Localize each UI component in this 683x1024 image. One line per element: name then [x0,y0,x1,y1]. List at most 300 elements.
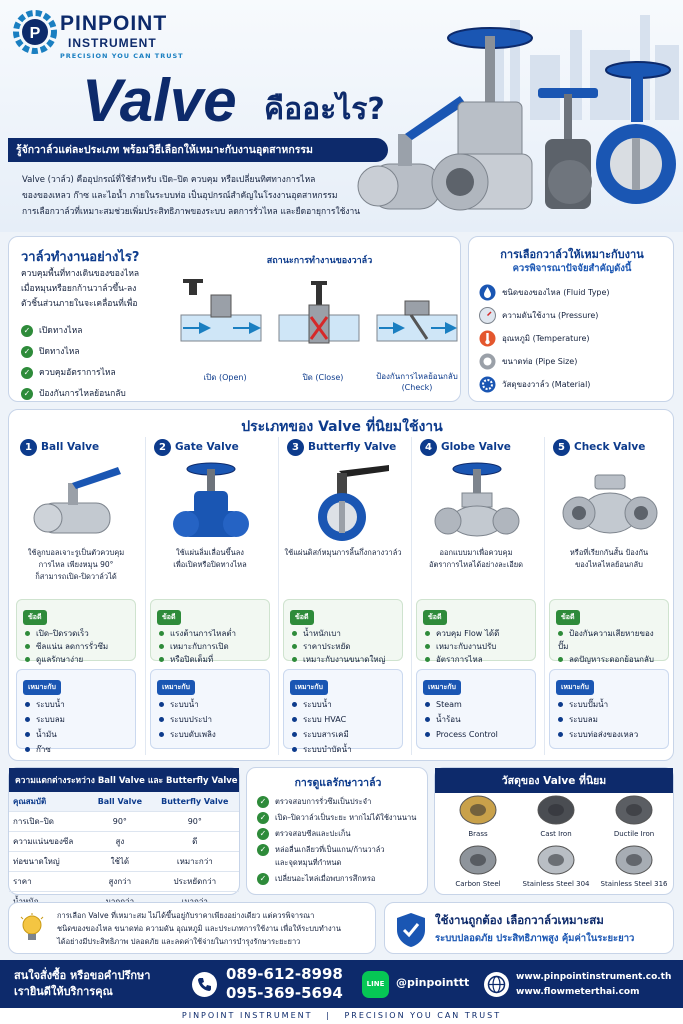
pros-box [549,599,669,664]
care-list [257,794,416,887]
pros-item-label: ราคาประหยัด [303,642,351,651]
uses-box [283,669,403,754]
hero-gate-valve-small [538,88,598,209]
pros-item [159,627,261,640]
uses-box [416,669,536,749]
hero-butterfly-valve [596,62,676,204]
compare-cell: สูงกว่า [89,872,150,892]
contact-bar [0,960,683,1008]
valve-type-desc-line: ใช้แผ่นลิ่มเลื่อนขึ้นลง [176,548,244,557]
uses-list [284,697,402,757]
compare-cell: ใช้ได้ [89,852,150,872]
hero-gate-valve [432,28,532,210]
bullet-icon [292,657,297,662]
care-item-label: เปลี่ยนอะไหล่เมื่อพบการสึกหรอ [275,874,376,883]
pros-item [292,627,394,640]
materials-title: วัสดุของ Valve ที่นิยม [435,768,673,793]
tip-card [8,902,376,954]
phone-number-2[interactable]: 095-369-5694 [226,984,343,1002]
footer-tagline: PINPOINT INSTRUMENT | PRECISION YOU CAN TRUST [0,1008,683,1024]
uses-item [159,697,261,712]
compare-cell: ท่อขนาดใหญ่ [9,852,89,872]
pros-item-label: ควบคุม Flow ได้ดี [436,629,500,638]
pros-tag: ข้อดี [423,610,447,625]
valve-states-diagram [181,273,459,368]
how-desc-line: ควบคุมพื้นที่ทางเดินของของไหล [21,269,140,279]
uses-item-label: ระบบ HVAC [303,715,347,724]
pros-item-label: ป้องกันความเสียหายของปั๊ม [558,629,654,651]
state-open-diagram [181,279,261,341]
gauge-icon [479,307,496,324]
uses-box [549,669,669,749]
gate-valve-illustration [156,461,266,541]
compare-cell: 90° [89,812,150,832]
hero-banner: รู้จักวาล์วแต่ละประเภท พร้อมวิธีเลือกให้เหมาะกับงานอุตสาหกรรม [8,138,388,162]
brand-logo[interactable] [12,9,212,64]
how-list-item [21,384,126,405]
types-title: ประเภทของ Valve ที่นิยมใช้งาน [241,419,443,435]
valve-type-image [156,461,266,545]
pros-item-label: อัตราการไหล [436,655,483,664]
uses-item [25,712,127,727]
uses-item-label: ระบบสารเคมี [303,730,349,739]
check-icon: ✓ [21,346,33,358]
how-title: วาล์วทำงานอย่างไร? [21,250,140,265]
care-item-label: ตรวจสอบซีลและปะเก็น [275,829,351,838]
websites[interactable] [516,970,671,1000]
care-item-label: และจุดหมุนที่กำหนด [275,858,342,867]
uses-item-label: ระบบลม [569,715,598,724]
uses-box [16,669,136,754]
material-item [521,794,591,842]
valve-type-number: 1 [20,439,37,456]
materials-grid [435,790,675,896]
pros-item [159,640,261,653]
bullet-icon [425,732,430,737]
uses-tag: เหมาะกับ [556,680,594,695]
uses-list [151,697,269,742]
line-icon: LINE [362,971,389,998]
pros-item [25,640,127,653]
valve-type-name: Check Valve [574,441,646,453]
bullet-icon [558,657,563,662]
svg-text:P: P [29,25,41,42]
hero-valves-illustration [360,14,680,224]
pros-item-label: แรงต้านการไหลต่ำ [170,629,237,638]
valve-type-number: 3 [287,439,304,456]
valve-type-number: 5 [553,439,570,456]
pros-item-label: ลดปัญหาระดอกย้อนกลับ [569,655,654,664]
uses-item [425,712,527,727]
material-label: Ductile Iron [613,830,655,838]
valve-type-name: Butterfly Valve [308,441,397,453]
contact-cta [14,968,150,1000]
compare-cell: สูง [89,832,150,852]
compare-cell: ประหยัดกว่า [151,872,239,892]
hero-intro [22,172,382,220]
valve-type-name: Ball Valve [41,441,100,453]
choose-item-label: ชนิดของของไหล (Fluid Type) [502,288,610,297]
uses-item-label: ระบบน้ำ [36,700,65,709]
compare-cell: เหมาะกว่า [151,852,239,872]
uses-item-label: Steam [436,700,462,709]
table-row [9,832,239,852]
bullet-icon [159,702,164,707]
how-desc-line: ตัวชิ้นส่วนภายในจะเคลื่อนที่เพื่อ [21,299,138,309]
states-title: สถานะการทำงานของวาล์ว [266,256,373,266]
phone-icon [192,972,217,997]
uses-item [25,742,127,757]
valve-type-image [555,461,665,545]
contact-cta-line: สนใจสั่งซื้อ หรือขอคำปรึกษา [14,969,151,982]
uses-item [292,742,394,757]
valve-type-desc-line: ของไหลไหลย้อนกลับ [575,560,643,569]
care-item-cont [257,855,416,871]
uses-item [159,712,261,727]
pros-box [150,599,270,664]
check-icon: ✓ [257,828,269,840]
compare-card [8,767,240,895]
uses-box [150,669,270,749]
how-item-label: เปิดทางไหล [39,326,83,336]
bullet-icon [159,717,164,722]
slogan-line-2: ระบบปลอดภัย ประสิทธิภาพสูง คุ้มค่าในระยะยาว [435,933,635,944]
care-card [246,767,428,895]
bullet-icon [292,732,297,737]
valve-type-name: Globe Valve [441,441,511,453]
bullet-icon [558,717,563,722]
droplet-icon [479,284,496,301]
uses-item-label: ระบบท่อส่งของเหลว [569,730,639,739]
valve-type-column [278,437,406,755]
pros-item [558,653,660,666]
material-item [443,794,513,842]
uses-item [425,697,527,712]
bullet-icon [25,717,30,722]
choose-item-label: ความดันใช้งาน (Pressure) [502,311,599,320]
bullet-icon [25,732,30,737]
valve-type-name: Gate Valve [175,441,239,453]
phone-number-1[interactable]: 089-612-8998 [226,965,343,983]
material-label: Brass [468,830,488,838]
uses-item [292,727,394,742]
valve-type-desc-line: ใช้แผ่นดิสก์หมุนการลิ้นกึ่งกลางวาล์ว [284,548,402,557]
shield-check-icon [395,912,427,948]
valve-type-image [422,461,532,545]
gear-logo-icon [12,9,58,55]
material-item [521,844,591,892]
bullet-icon [292,702,297,707]
bullet-icon [558,732,563,737]
ball-valve-illustration [22,461,132,541]
bullet-icon [25,657,30,662]
pros-list [151,627,269,666]
bullet-icon [159,644,164,649]
check-icon: ✓ [21,367,33,379]
uses-item-label: ระบบบำบัดน้ำ [303,745,352,754]
pros-tag: ข้อดี [290,610,314,625]
material-swatch-icon [534,844,578,876]
bullet-icon [25,747,30,752]
material-swatch-icon [456,794,500,826]
bullet-icon [159,631,164,636]
uses-tag: เหมาะกับ [23,680,61,695]
table-row [9,812,239,832]
gear-icon [479,376,496,393]
valve-type-desc [281,547,405,559]
uses-item-label: ระบบน้ำ [303,700,332,709]
valve-type-desc-line: ออกแบบมาเพื่อควบคุม [439,548,513,557]
valve-type-desc [414,547,538,571]
how-list-item [21,363,126,384]
bullet-icon [425,631,430,636]
compare-cell: การเปิด–ปิด [9,812,89,832]
valve-type-desc-line: ก็สามารถเปิด-ปิดวาล์วได้ [35,572,117,581]
uses-tag: เหมาะกับ [423,680,461,695]
uses-item-label: ระบบดับเพลิง [170,730,216,739]
pros-item [292,640,394,653]
uses-list [550,697,668,742]
compare-table [9,792,239,912]
check-icon: ✓ [21,325,33,337]
table-row [9,872,239,892]
bullet-icon [159,657,164,662]
bullet-icon [292,747,297,752]
check-icon: ✓ [257,873,269,885]
bullet-icon [292,717,297,722]
pros-box [283,599,403,664]
pros-item [25,627,127,640]
valve-type-heading [553,439,645,456]
how-desc-line: เมื่อหมุนหรือยกก้านวาล์วขึ้น-ลง [21,284,137,294]
pros-box [16,599,136,664]
compare-header: Butterfly Valve [151,792,239,812]
how-item-label: ป้องกันการไหลย้อนกลับ [39,389,126,399]
tip-line: การเลือก Valve ที่เหมาะสม ไม่ได้ขึ้นอยู่กับราคาเพียงอย่างเดียว แต่ควรพิจารณา [57,911,315,920]
uses-item [558,727,660,742]
bullet-icon [25,702,30,707]
brand-sub: INSTRUMENT [68,36,157,50]
bullet-icon [425,717,430,722]
hero-title-en: Valve [82,67,237,134]
how-it-works-card [8,236,461,402]
compare-cell: 90° [151,812,239,832]
pros-tag: ข้อดี [23,610,47,625]
hero-intro-line: Valve (วาล์ว) คืออุปกรณ์ที่ใช้สำหรับ เปิด–ปิด ควบคุม หรือเปลี่ยนทิศทางการไหล [22,175,316,185]
material-swatch-icon [612,794,656,826]
line-id[interactable]: @pinpointtt [396,976,470,989]
valve-type-desc-line: การไหล เพียงหมุน 90° [38,560,114,569]
material-label: Cast Iron [540,830,572,838]
state-check-label-line: ป้องกันการไหลย้อนกลับ [376,372,458,381]
pros-item [25,653,127,666]
valve-type-column [544,437,672,755]
uses-list [417,697,535,742]
hero-intro-line: ของของเหลว ก๊าซ และไอน้ำ ภายในระบบท่อ เป็นอุปกรณ์สำคัญในโรงงานอุตสาหกรรม [22,191,338,201]
uses-item [292,712,394,727]
choose-list [479,281,610,396]
compare-header: Ball Valve [89,792,150,812]
valve-type-desc [14,547,138,583]
pros-item-label: เหมาะกับงานปรับ [436,642,497,651]
care-item [257,794,416,810]
bullet-icon [25,644,30,649]
how-desc [21,267,139,312]
valve-type-heading [420,439,511,456]
lightbulb-icon [19,913,45,945]
choose-item-label: ขนาดท่อ (Pipe Size) [502,357,578,366]
bullet-icon [558,702,563,707]
thermometer-icon [479,330,496,347]
pros-list [17,627,135,666]
choose-item-label: วัสดุของวาล์ว (Material) [502,380,591,389]
state-check-label-line: (Check) [401,383,433,392]
website-link-2[interactable]: www.flowmeterthai.com [516,987,640,997]
pros-tag: ข้อดี [556,610,580,625]
choose-item [479,304,610,327]
state-close-diagram [279,281,359,343]
hero-title-th: คืออะไร? [264,92,385,127]
care-item-label: เปิด–ปิดวาล์วเป็นระยะ หากไม่ได้ใช้งานนาน [275,813,417,822]
hero-section [0,0,683,232]
website-link-1[interactable]: www.pinpointinstrument.co.th [516,972,672,982]
care-item [257,826,416,842]
pros-box [416,599,536,664]
compare-cell: ราคา [9,872,89,892]
uses-item-label: ระบบประปา [170,715,212,724]
uses-item-label: ระบบปั๊มน้ำ [569,700,609,709]
brand-tagline: PRECISION YOU CAN TRUST [60,52,184,60]
pros-list [417,627,535,666]
bullet-icon [558,631,563,636]
pros-list [550,627,668,666]
pipe-icon [479,353,496,370]
state-close-label: ปิด (Close) [302,373,344,382]
valve-type-heading [287,439,396,456]
state-check-diagram [377,301,457,341]
valve-type-heading [20,439,99,456]
pros-item [425,627,527,640]
uses-item-label: ระบบน้ำ [170,700,199,709]
uses-item-label: น้ำมัน [36,730,57,739]
compare-title: ความแตกต่างระหว่าง Ball Valve และ Butterfly Valve [9,768,239,792]
materials-card [434,767,674,895]
care-item-label: หล่อลื่นเกลียวที่เป็นแกน/ก้านวาล์ว [275,845,385,854]
valve-type-number: 4 [420,439,437,456]
valve-type-desc [547,547,671,571]
pros-item [425,640,527,653]
pros-item-label: ดูแลรักษาง่าย [36,655,84,664]
material-item [599,844,669,892]
state-check-label [369,371,465,393]
choose-item [479,373,610,396]
pros-item [159,653,261,666]
tip-line: ได้อย่างมีประสิทธิภาพ ปลอดภัย และลดค่าใช้จ่ายในการบำรุงรักษาระยะยาว [57,937,301,946]
valve-type-desc-line: ใช้ลูกบอลเจาะรูเป็นตัวควบคุม [27,548,125,557]
bullet-icon [425,702,430,707]
valve-type-desc [148,547,272,571]
pros-item-label: น้ำหนักเบา [303,629,341,638]
valve-type-image [22,461,132,545]
bullet-icon [292,631,297,636]
how-item-label: ปิดทางไหล [39,347,80,357]
material-swatch-icon [534,794,578,826]
uses-item [425,727,527,742]
pros-tag: ข้อดี [157,610,181,625]
pros-item-label: หรือปิดเต็มที่ [170,655,214,664]
valve-type-number: 2 [154,439,171,456]
choose-item [479,327,610,350]
choose-item-label: อุณหภูมิ (Temperature) [502,334,590,343]
hero-intro-line: การเลือกวาล์วที่เหมาะสมช่วยเพิ่มประสิทธิภาพของระบบ ลดการรั่วไหล และยืดอายุการใช้งาน [22,207,361,217]
how-list-item [21,342,126,363]
brand-name: PINPOINT [60,12,168,35]
uses-item-label: Process Control [436,730,498,739]
pros-item [558,627,660,653]
compare-cell: ความแน่นของซีล [9,832,89,852]
uses-item [558,697,660,712]
bullet-icon [159,732,164,737]
material-label: Stainless Steel 316 [600,880,668,888]
material-item [599,794,669,842]
material-swatch-icon [612,844,656,876]
material-swatch-icon [456,844,500,876]
uses-item [25,697,127,712]
phone-numbers[interactable] [226,965,343,1003]
uses-item [292,697,394,712]
globe-valve-illustration [422,461,532,541]
contact-cta-line: เรายินดีให้บริการคุณ [14,985,113,998]
care-item [257,810,416,826]
pros-item-label: เปิด–ปิดรวดเร็ว [36,629,89,638]
check-icon: ✓ [257,844,269,856]
uses-tag: เหมาะกับ [157,680,195,695]
valve-type-desc-line: หรือที่เรียกกันสั้น ป้องกัน [569,548,649,557]
valve-type-column [12,437,140,755]
globe-icon [484,972,509,997]
check-valve-illustration [555,461,665,541]
valve-type-column [411,437,539,755]
check-icon: ✓ [257,796,269,808]
uses-item-label: ก๊าซ [36,745,51,754]
how-list-item [21,321,126,342]
table-row [9,852,239,872]
care-item [257,871,416,887]
bullet-icon [425,644,430,649]
choose-item [479,350,610,373]
slogan-card [384,902,674,954]
compare-cell: ดี [151,832,239,852]
uses-item [25,727,127,742]
material-label: Carbon Steel [455,880,501,888]
material-label: Stainless Steel 304 [522,880,590,888]
choose-title: การเลือกวาล์วให้เหมาะกับงาน [500,248,644,261]
state-open-label: เปิด (Open) [203,373,247,382]
butterfly-valve-illustration [289,461,399,541]
care-title: การดูแลรักษาวาล์ว [294,777,382,789]
pros-list [284,627,402,666]
pros-item-label: ซีลแน่น ลดการรั่วซึม [36,642,109,651]
valve-type-column [145,437,273,755]
pros-item-label: เหมาะกับการเปิด [170,642,229,651]
choose-item [479,281,610,304]
choose-card [468,236,674,402]
care-item-label: ตรวจสอบการรั่วซึมเป็นประจำ [275,797,372,806]
tip-line: ชนิดของของไหล ขนาดท่อ ความดัน อุณหภูมิ และประเภทการใช้งาน เพื่อให้ระบบทำงาน [57,924,341,933]
valve-type-image [289,461,399,545]
valve-type-desc-line: เพื่อเปิดหรือปิดทางไหล [173,560,247,569]
how-list [21,321,126,405]
